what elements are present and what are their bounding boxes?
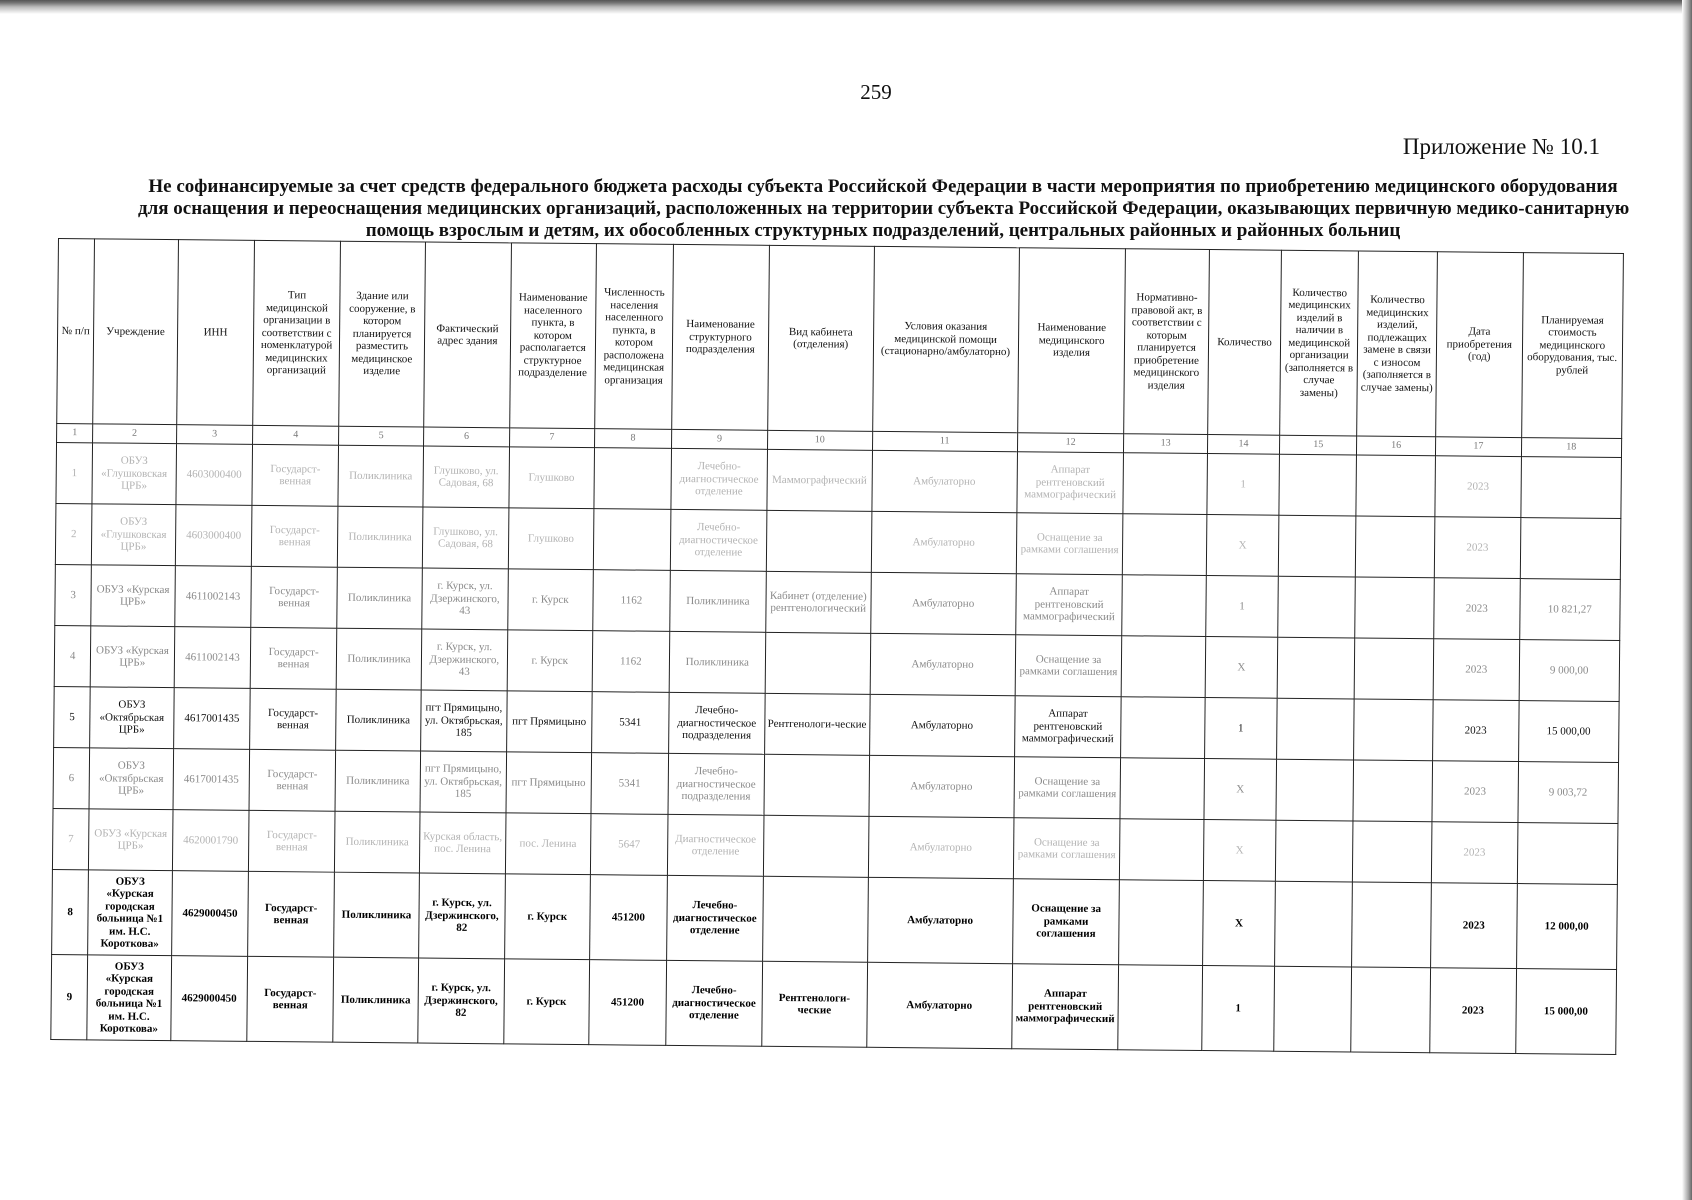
table-cell: 15 000,00 — [1518, 701, 1619, 763]
table-body — [51, 442, 1622, 1054]
table-cell: 2023 — [1433, 700, 1519, 762]
page-number: 259 — [860, 80, 892, 104]
column-number: 7 — [509, 428, 595, 448]
table-cell: 4611002143 — [174, 627, 251, 689]
table-cell: Государст-венная — [251, 627, 337, 689]
scan-shadow-top — [0, 0, 1692, 14]
table-cell — [1353, 821, 1433, 883]
table-cell — [764, 754, 869, 816]
table-cell: Глушково, ул. Садовая, 68 — [423, 446, 509, 508]
table-cell: Аппарат рентгеновский маммографический — [1015, 574, 1122, 636]
table-cell: Поликлиника — [337, 506, 423, 568]
table-cell: 2023 — [1430, 968, 1516, 1054]
table-cell: Государст-венная — [252, 444, 338, 506]
table-cell: Государст-венная — [249, 749, 335, 811]
table-cell: 2023 — [1435, 456, 1521, 518]
table-cell: 5341 — [591, 753, 668, 815]
table-cell — [1355, 577, 1435, 639]
table-cell — [1356, 455, 1436, 517]
table-cell: Поликлиника — [334, 811, 420, 873]
table-cell: Лечебно-диагностическое отделение — [666, 960, 763, 1046]
column-header: Фактический адрес здания — [424, 242, 511, 428]
column-number: 6 — [424, 427, 510, 447]
table-cell: Глушково, ул. Садовая, 68 — [423, 507, 509, 569]
table-cell — [593, 509, 670, 571]
column-number: 9 — [671, 429, 767, 449]
table-cell: 1 — [1205, 576, 1278, 638]
table-cell — [1122, 636, 1206, 698]
table-cell: 4620001790 — [172, 810, 249, 872]
table-cell: Кабинет (отделение) рентгенологический — [766, 571, 871, 633]
column-number: 14 — [1207, 435, 1280, 455]
table-cell: г. Курск — [503, 959, 589, 1045]
column-number: 17 — [1436, 437, 1522, 457]
table-cell: Оснащение за рамками соглашения — [1013, 818, 1120, 880]
table-cell: г. Курск — [504, 874, 590, 960]
table-cell: 4617001435 — [173, 688, 250, 750]
table-cell: Поликлиника — [669, 631, 766, 693]
table-cell: Лечебно-диагностическое отделение — [671, 448, 768, 510]
table-cell: X — [1206, 515, 1279, 577]
table-cell: Аппарат рентгеновский маммографический — [1017, 452, 1124, 514]
table-cell: Диагностическое отделение — [667, 814, 764, 876]
table-cell: 2 — [55, 503, 92, 564]
table-cell — [1279, 515, 1356, 577]
table-cell: ОБУЗ «Курская ЦРБ» — [90, 626, 174, 688]
table-cell — [763, 815, 868, 877]
table-cell: Поликлиника — [336, 628, 422, 690]
table-cell: 2023 — [1433, 639, 1519, 701]
table-cell: Поликлиника — [335, 689, 421, 751]
column-header: Наименование медицинского изделия — [1017, 248, 1126, 434]
table-cell: 1 — [1207, 454, 1280, 516]
table-row — [52, 869, 1618, 969]
table-cell: 4629000450 — [171, 871, 249, 957]
column-header: Дата приобретения (год) — [1436, 252, 1523, 438]
column-header: Здание или сооружение, в котором планируется разместить медицинское изделие — [339, 241, 426, 427]
table-cell: Оснащение за рамками соглашения — [1012, 879, 1120, 965]
table-cell: ОБУЗ «Курская городская больница №1 им. Н.С. Короткова» — [87, 955, 171, 1041]
table-cell: Лечебно-диагностическое подразделения — [668, 692, 765, 754]
table-cell: Государст-венная — [247, 956, 333, 1042]
table-cell: 9 000,00 — [1519, 640, 1620, 702]
table-cell: 451200 — [589, 960, 667, 1046]
table-cell: г. Курск, ул. Дзержинского, 82 — [418, 958, 504, 1044]
table-cell: 4629000450 — [170, 956, 248, 1042]
table-cell: X — [1203, 820, 1276, 882]
table-cell: пгт Прямицыно, ул. Октябрьская, 185 — [421, 690, 507, 752]
table-cell: г. Курск, ул. Дзержинского, 43 — [421, 629, 507, 691]
scan-shadow-right — [1682, 0, 1692, 1200]
table-cell: 4611002143 — [174, 566, 251, 628]
table-cell — [1354, 638, 1434, 700]
table-cell: пгт Прямицыно — [506, 752, 592, 814]
table-cell — [1277, 698, 1354, 760]
table-cell — [1123, 514, 1207, 576]
table-cell: Государст-венная — [249, 810, 335, 872]
table-cell: Аппарат рентгеновский маммографический — [1014, 696, 1121, 758]
table-cell: Поликлиника — [333, 872, 419, 958]
table-cell: Амбулаторно — [868, 816, 1014, 878]
table-cell: пос. Ленина — [505, 813, 591, 875]
table-cell: 2023 — [1431, 883, 1517, 969]
table-cell: Амбулаторно — [869, 694, 1015, 756]
table-cell — [1121, 697, 1205, 759]
column-header: Наименование структурного подразделения — [672, 244, 770, 430]
table-cell: ОБУЗ «Октябрьская ЦРБ» — [90, 687, 174, 749]
table-cell: 1162 — [593, 570, 670, 632]
table-cell: 1 — [1204, 698, 1277, 760]
table-cell: 1162 — [592, 631, 669, 693]
table-cell: 4603000400 — [175, 444, 252, 506]
table-cell: г. Курск, ул. Дзержинского, 82 — [419, 873, 505, 959]
column-header: Условия оказания медицинской помощи (стационарно/амбулаторно) — [872, 246, 1019, 432]
table-cell: Амбулаторно — [868, 755, 1014, 817]
table-cell — [1122, 575, 1206, 637]
table-cell: 2023 — [1432, 761, 1518, 823]
column-number: 10 — [767, 430, 872, 450]
table-cell: Амбулаторно — [871, 511, 1017, 573]
table-cell: Государст-венная — [248, 871, 334, 957]
table-cell: 12 000,00 — [1516, 884, 1617, 970]
table-cell: 9 — [51, 954, 88, 1039]
table-cell: ОБУЗ «Курская городская больница №1 им. Н.С. Короткова» — [88, 870, 172, 956]
table-cell: Государст-венная — [251, 566, 337, 628]
column-header: Тип медицинской организации в соответствии с номенклатурой медицинских организаций — [253, 240, 340, 426]
table-cell — [1276, 820, 1353, 882]
table-cell: Поликлиника — [333, 957, 419, 1043]
table-cell — [1275, 881, 1353, 967]
table-cell: 2023 — [1434, 578, 1520, 640]
table-cell — [1517, 823, 1618, 885]
table-cell: 10 821,27 — [1519, 579, 1620, 641]
table-cell: Оснащение за рамками соглашения — [1015, 635, 1122, 697]
table-cell — [1520, 518, 1621, 580]
table-cell: 9 003,72 — [1517, 762, 1618, 824]
table-cell: 5647 — [590, 814, 667, 876]
table-cell: 8 — [52, 869, 89, 954]
table-cell: ОБУЗ «Курская ЦРБ» — [91, 565, 175, 627]
table-cell: Поликлиника — [338, 445, 424, 507]
column-number: 8 — [594, 429, 671, 449]
table-cell: Маммографический — [767, 449, 872, 511]
table-cell: ОБУЗ «Октябрьская ЦРБ» — [89, 748, 173, 810]
table-cell: X — [1204, 759, 1277, 821]
table-cell — [1355, 516, 1435, 578]
table-cell — [1277, 637, 1354, 699]
table-cell: Оснащение за рамками соглашения — [1016, 513, 1123, 575]
column-number: 13 — [1124, 434, 1207, 454]
table-cell: Поликлиника — [337, 567, 423, 629]
table-cell — [765, 632, 870, 694]
column-header: Количество медицинских изделий, подлежащих замене в связи с износом (заполняется в случае замены) — [1357, 251, 1438, 437]
table-cell: 2023 — [1434, 517, 1520, 579]
table-cell: Амбулаторно — [871, 450, 1017, 512]
table-cell: 5 — [54, 686, 91, 747]
table-cell: Курская область, пос. Ленина — [420, 812, 506, 874]
table-cell: Глушково — [508, 508, 594, 570]
column-number: 11 — [872, 431, 1017, 451]
table-cell — [1353, 760, 1433, 822]
table-cell: Поликлиника — [670, 570, 767, 632]
table-cell — [1120, 758, 1204, 820]
column-header: № п/п — [57, 239, 95, 424]
table-cell — [1279, 454, 1356, 516]
table-cell: 4 — [54, 625, 91, 686]
table-cell: г. Курск — [507, 630, 593, 692]
table-cell: Амбулаторно — [866, 962, 1012, 1048]
table-cell: Оснащение за рамками соглашения — [1014, 757, 1121, 819]
table-cell: Рентгенологи-ческие — [762, 961, 867, 1047]
table-cell: 1 — [1201, 966, 1274, 1052]
table-cell: пгт Прямицыно — [506, 691, 592, 753]
column-number: 3 — [176, 425, 253, 445]
table-cell: Амбулаторно — [870, 633, 1016, 695]
table-cell — [1274, 966, 1352, 1052]
table-cell: Лечебно-диагностическое отделение — [666, 875, 763, 961]
table-row — [51, 954, 1617, 1054]
column-number: 15 — [1280, 435, 1357, 455]
column-header: ИНН — [176, 240, 255, 426]
table-cell: Лечебно-диагностическое подразделения — [668, 753, 765, 815]
table-cell — [1520, 457, 1621, 519]
table-cell — [766, 510, 871, 572]
table-cell: 15 000,00 — [1515, 969, 1616, 1055]
column-header: Численность населения населенного пункта, в котором расположена медицинская организация — [595, 244, 674, 430]
column-header: Количество — [1207, 250, 1281, 436]
table-cell: 6 — [53, 747, 90, 808]
title-line: для оснащения и переоснащения медицинских организаций, расположенных на территории субъекта Российской Федерации, оказывающих первичную медико-санитарную — [138, 198, 1630, 219]
table-cell — [1278, 576, 1355, 638]
table-cell — [1351, 967, 1431, 1053]
table-cell: 4617001435 — [173, 749, 250, 811]
column-header: Учреждение — [93, 239, 178, 425]
equipment-table — [50, 238, 1624, 1055]
table-cell: Рентгенологи-ческие — [764, 693, 869, 755]
column-number: 5 — [338, 426, 424, 446]
table-cell: Амбулаторно — [870, 572, 1016, 634]
table-cell — [1118, 965, 1202, 1051]
table-cell: Глушково — [509, 447, 595, 509]
table-cell: 5341 — [592, 692, 669, 754]
table-cell: Лечебно-диагностическое отделение — [670, 509, 767, 571]
table-cell: 2023 — [1431, 822, 1517, 884]
table-cell — [1123, 453, 1207, 515]
table-cell: X — [1202, 881, 1275, 967]
table-cell: 451200 — [590, 875, 668, 961]
table-cell — [1120, 819, 1204, 881]
table-cell: Государст-венная — [250, 688, 336, 750]
table-cell: ОБУЗ «Курская ЦРБ» — [89, 809, 173, 871]
table-cell — [594, 448, 671, 510]
table-cell — [1119, 880, 1203, 966]
table-cell: ОБУЗ «Глушковская ЦРБ» — [92, 443, 176, 505]
table-cell: ОБУЗ «Глушковская ЦРБ» — [92, 504, 176, 566]
table-cell: пгт Прямицыно, ул. Октябрьская, 185 — [420, 751, 506, 813]
table-cell: 1 — [56, 442, 93, 503]
table-cell: 7 — [52, 808, 89, 869]
column-header: Вид кабинета (отделения) — [768, 245, 874, 431]
table-cell — [1354, 699, 1434, 761]
table-cell: г. Курск, ул. Дзержинского, 43 — [422, 568, 508, 630]
column-header: Количество медицинских изделий в наличии в медицинской организации (заполняется в случае замены) — [1280, 250, 1359, 436]
table-cell: Государст-венная — [252, 505, 338, 567]
table-cell — [1276, 759, 1353, 821]
appendix-label: Приложение № 10.1 — [1402, 134, 1600, 159]
table-cell: Амбулаторно — [867, 877, 1013, 963]
title-line: Не софинансируемые за счет средств федерального бюджета расходы субъекта Российской Федерации в части мероприятия по приобретению медицинского оборудования — [148, 176, 1618, 197]
table-cell: Аппарат рентгеновский маммографический — [1011, 964, 1119, 1050]
column-number: 12 — [1017, 433, 1124, 453]
column-number: 4 — [253, 425, 339, 445]
table-cell: Поликлиника — [335, 750, 421, 812]
table-cell: г. Курск — [507, 569, 593, 631]
table-cell — [1352, 882, 1432, 968]
column-header: Нормативно-правовой акт, в соответствии с которым планируется приобретение медицинского изделия — [1124, 249, 1209, 435]
column-number: 1 — [57, 423, 93, 442]
table-cell — [762, 876, 867, 962]
column-header: Планируемая стоимость медицинского оборудования, тыс. рублей — [1521, 253, 1623, 439]
title-line: помощь взрослым и детям, их обособленных структурных подразделений, центральных районных и районных больниц — [365, 220, 1401, 241]
column-number: 16 — [1357, 436, 1436, 456]
table-cell: 4603000400 — [175, 505, 252, 567]
column-number: 2 — [93, 424, 176, 444]
table-cell: 3 — [55, 564, 92, 625]
column-header: Наименование населенного пункта, в котором располагается структурное подразделение — [509, 243, 596, 429]
document-title — [138, 176, 1628, 242]
table-cell: X — [1205, 637, 1278, 699]
column-number: 18 — [1521, 438, 1622, 458]
